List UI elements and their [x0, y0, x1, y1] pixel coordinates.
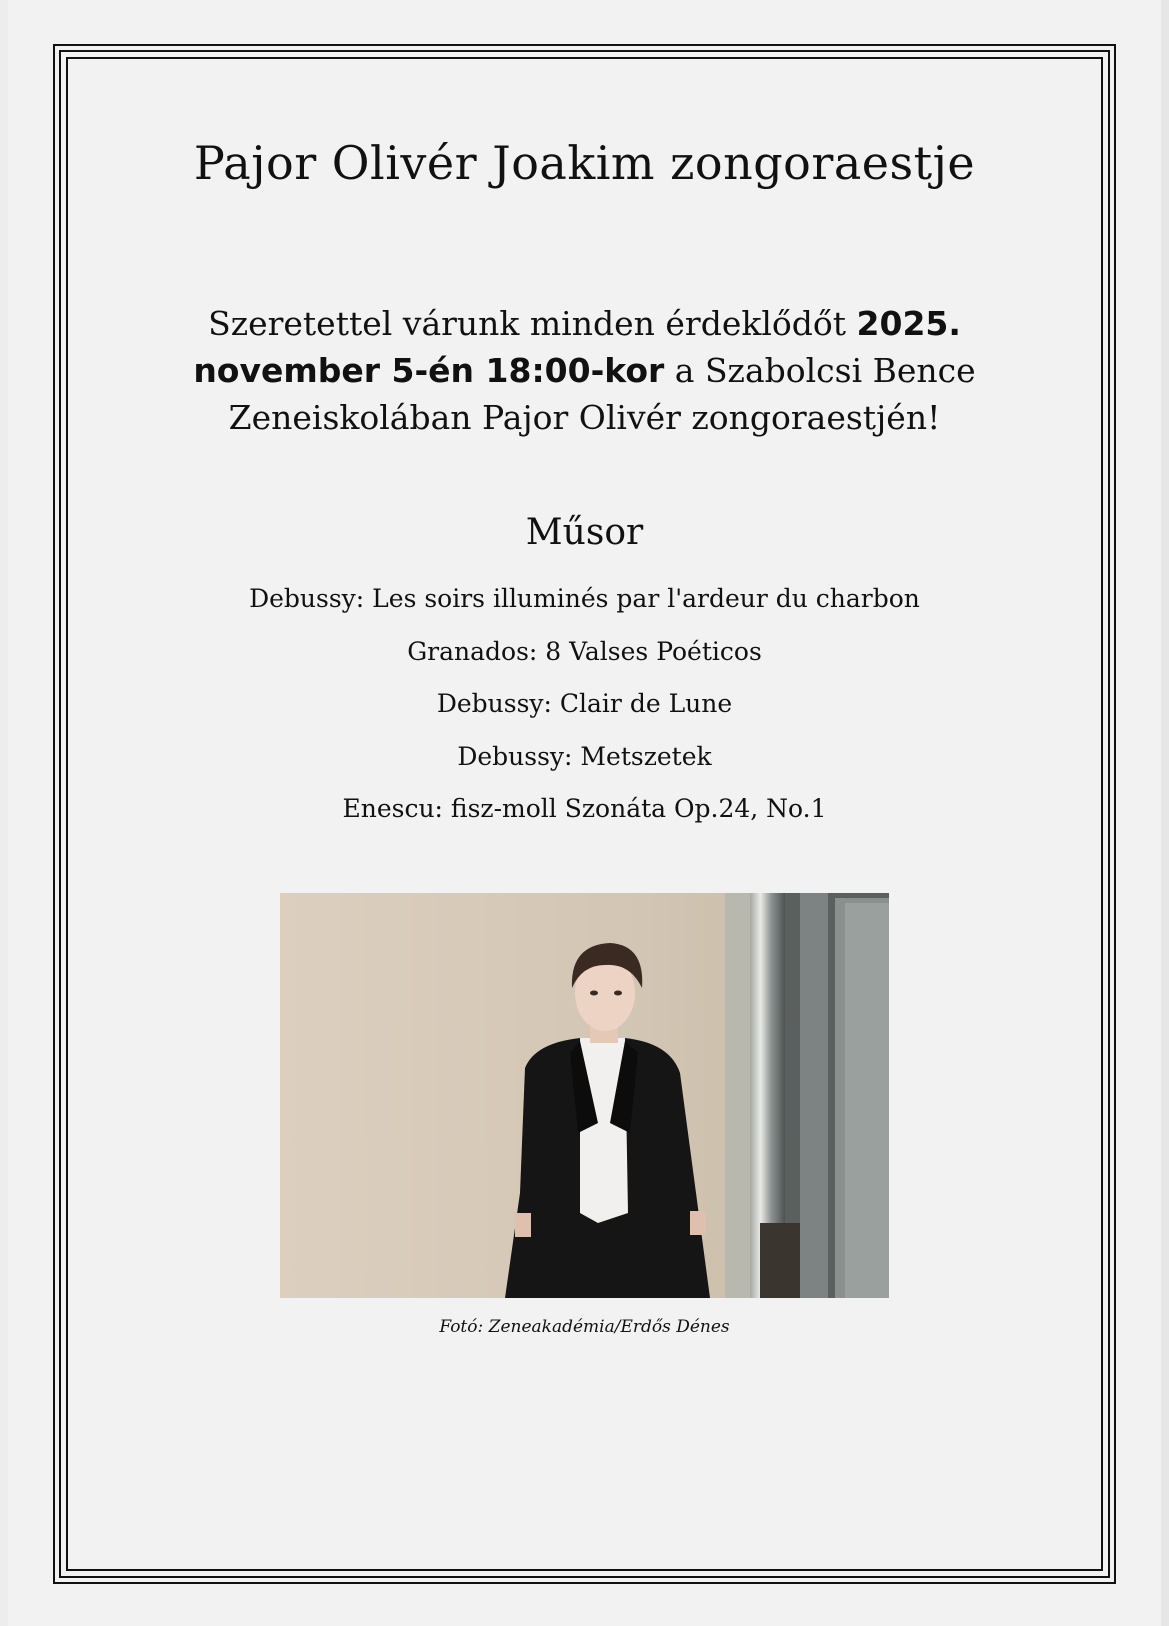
poster-title: Pajor Olivér Joakim zongoraestje: [193, 136, 976, 190]
photo-caption: Fotó: Zeneakadémia/Erdős Dénes: [439, 1317, 730, 1337]
program-item: Enescu: fisz-moll Szonáta Op.24, No.1: [342, 794, 827, 823]
invitation-text-part2: a Szabolcsi Bence Zeneiskolában Pajor Olivér zongoraestjén!: [228, 351, 976, 437]
program-heading: Műsor: [525, 512, 644, 553]
program-item: Granados: 8 Valses Poéticos: [407, 636, 762, 666]
pianist-photo: [280, 893, 889, 1298]
invitation-text-part1: Szeretettel várunk minden érdeklődőt: [208, 304, 857, 343]
pianist-photo-illustration: [280, 893, 889, 1298]
program-item: Debussy: Les soirs illuminés par l'ardeur du charbon: [249, 584, 920, 613]
program-list: [70, 579, 1099, 842]
event-date-time: 2025. november 5-én 18:00-kor: [193, 304, 961, 390]
program-item: Debussy: Metszetek: [457, 741, 712, 771]
invitation-text: [160, 300, 1009, 441]
program-item: Debussy: Clair de Lune: [436, 689, 733, 718]
